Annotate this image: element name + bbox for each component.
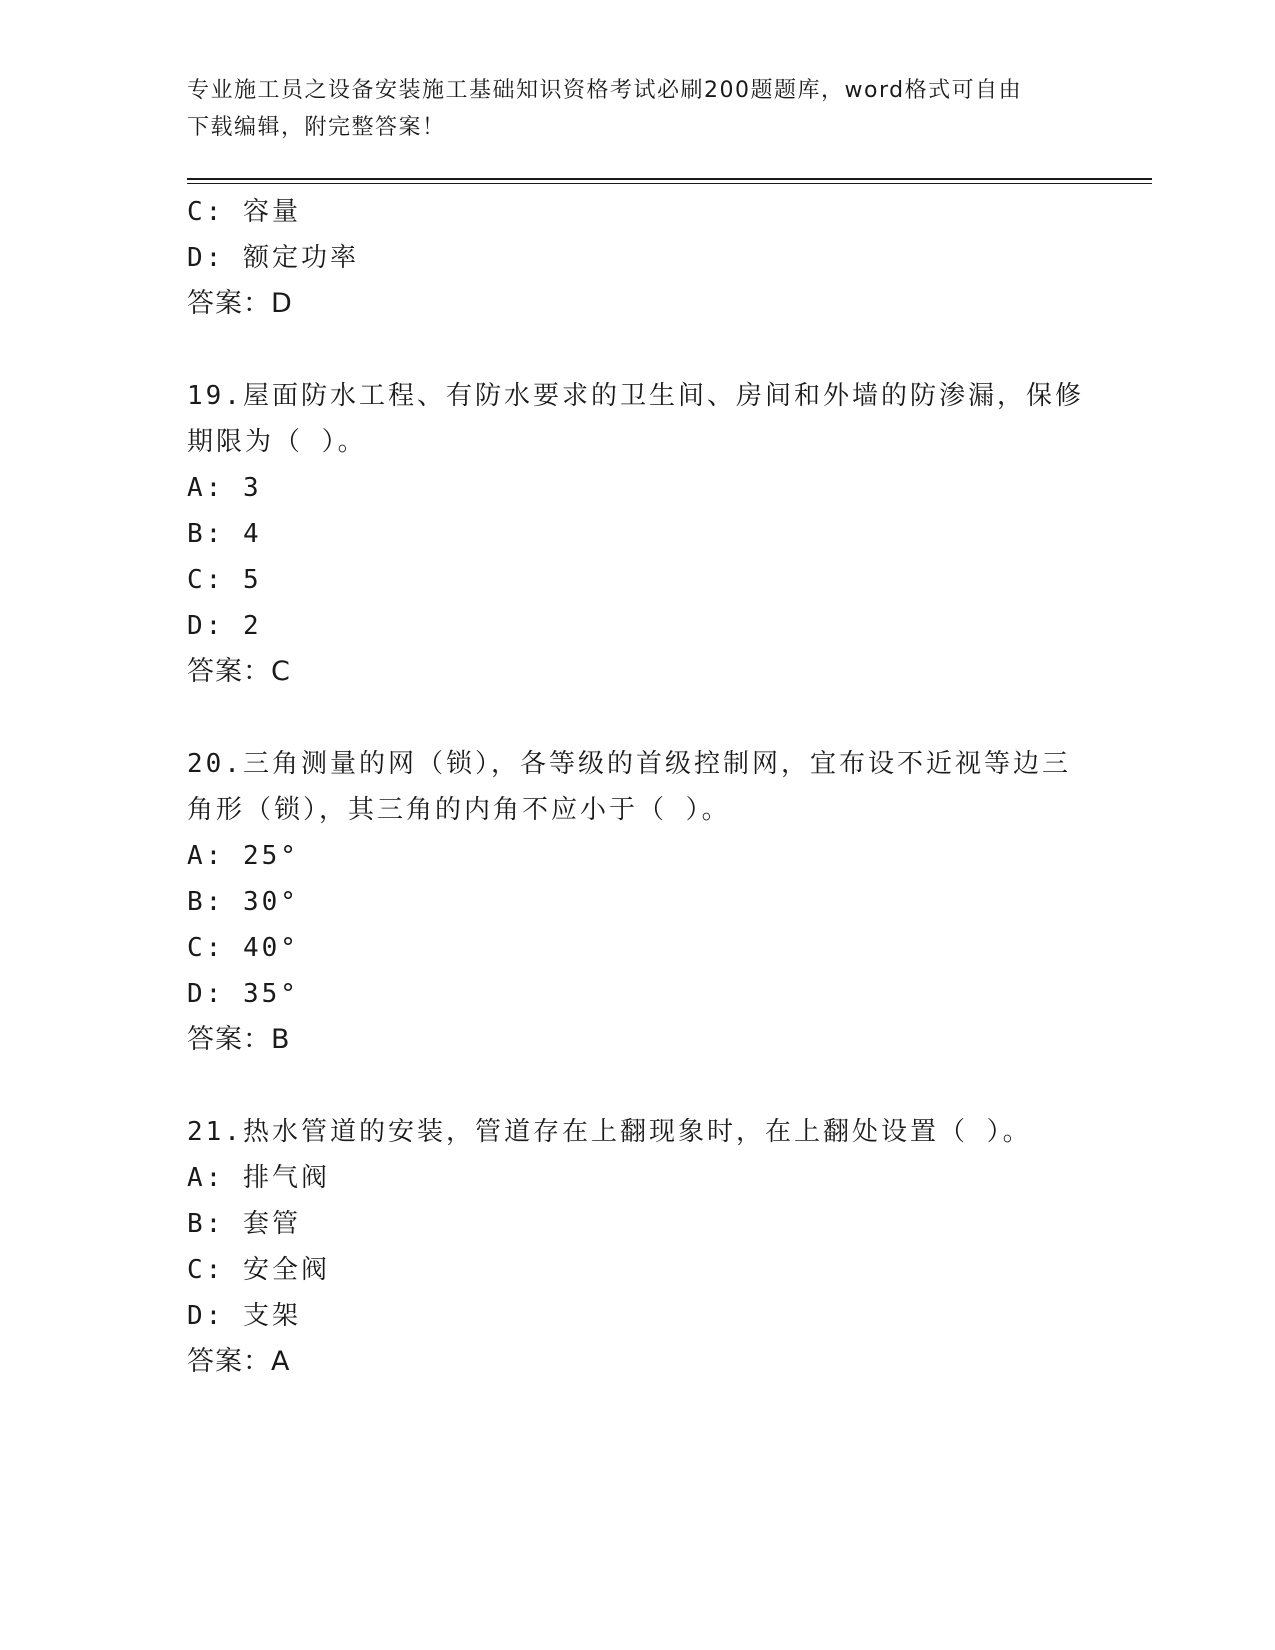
option-c: C: 5 [187, 565, 262, 595]
option-b: B: 4 [187, 519, 262, 549]
header-line-1: 专业施工员之设备安装施工基础知识资格考试必刷200题题库，word格式可自由 [187, 78, 1023, 103]
option-a: A: 3 [187, 473, 262, 503]
option-b: B: 30° [187, 887, 299, 917]
question-stem-line: 角形（锁），其三角的内角不应小于（ ）。 [187, 795, 731, 825]
question-stem-line: 期限为（ ）。 [187, 427, 367, 457]
spacer [187, 327, 1087, 373]
question-stem-line: 19.屋面防水工程、有防水要求的卫生间、房间和外墙的防渗漏，保修 [187, 381, 1084, 411]
option-c: C: 安全阀 [187, 1255, 330, 1285]
answer-line: 答案：C [187, 656, 291, 687]
question-20 [187, 741, 1087, 1063]
header-line-2: 下载编辑，附完整答案！ [187, 115, 446, 140]
spacer [187, 695, 1087, 741]
option-a: A: 25° [187, 841, 299, 871]
option-b: B: 套管 [187, 1209, 301, 1239]
question-list [187, 189, 1087, 1385]
option-d: D: 2 [187, 611, 262, 641]
header-divider-thin [187, 183, 1152, 184]
header-divider [187, 178, 1152, 180]
option-c: C: 容量 [187, 197, 301, 227]
question-21 [187, 1109, 1087, 1385]
answer-line: 答案：D [187, 288, 293, 319]
option-d: D: 支架 [187, 1301, 301, 1331]
option-d: D: 额定功率 [187, 243, 359, 273]
option-d: D: 35° [187, 979, 299, 1009]
option-a: A: 排气阀 [187, 1163, 330, 1193]
question-stem-line: 20.三角测量的网（锁），各等级的首级控制网，宜布设不近视等边三 [187, 749, 1071, 779]
document-header [187, 72, 1087, 146]
option-c: C: 40° [187, 933, 299, 963]
previous-question-tail [187, 189, 1087, 327]
question-19 [187, 373, 1087, 695]
spacer [187, 1063, 1087, 1109]
answer-line: 答案：A [187, 1346, 291, 1377]
answer-line: 答案：B [187, 1024, 291, 1055]
question-stem-line: 21.热水管道的安装，管道存在上翻现象时，在上翻处设置（ ）。 [187, 1117, 1032, 1147]
